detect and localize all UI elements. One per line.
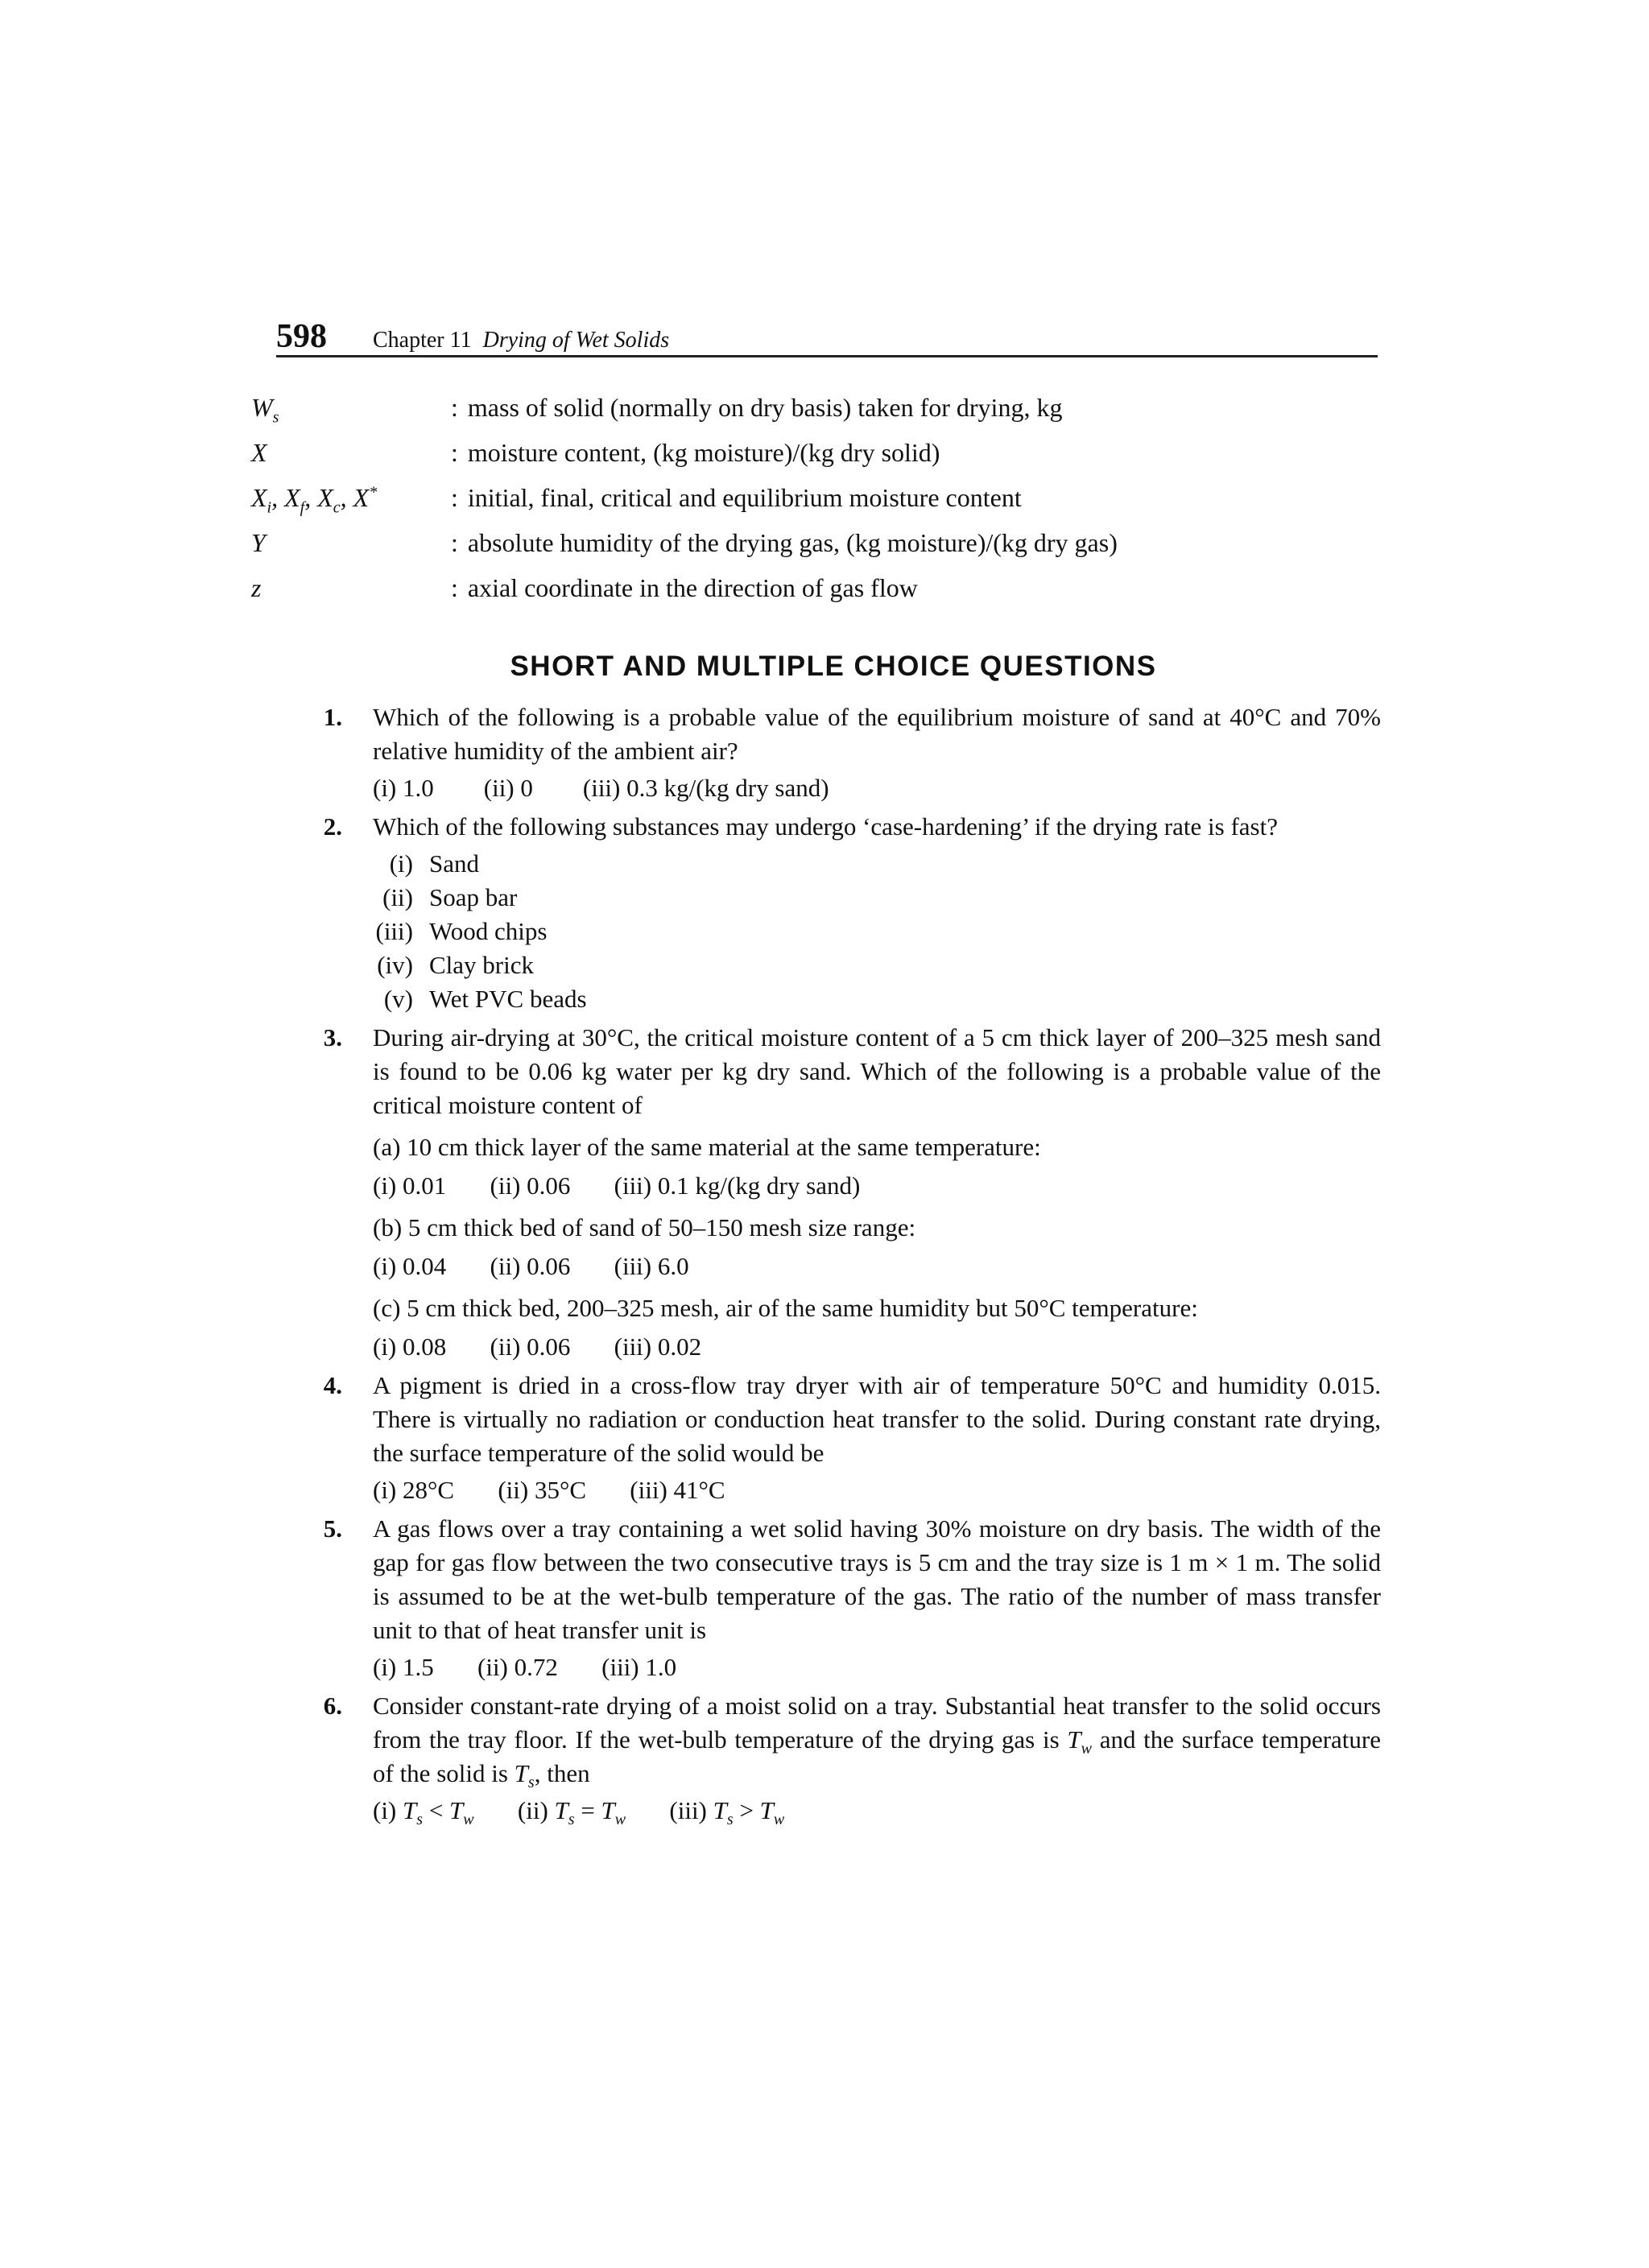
question-2 (318, 810, 1381, 1016)
answer-options: (i) 28°C (ii) 35°C (iii) 41°C (373, 1476, 725, 1504)
option-item (373, 915, 1381, 948)
nomenclature-row (251, 385, 1378, 430)
question-text: A pigment is dried in a cross-flow tray dryer with air of temperature 50°C and humidity 0.015. There is virtually no radiation or conduction heat transfer to the solid. During constant rate drying, the surface temperature of the solid would be (373, 1371, 1381, 1467)
option-text: Wood chips (429, 917, 548, 945)
option-label: (ii) (382, 883, 413, 911)
question-number: 6. (323, 1692, 342, 1720)
option-item (373, 948, 1381, 982)
option-item (373, 847, 1381, 881)
part-text: (a) 10 cm thick layer of the same material at the same temperature: (373, 1133, 1041, 1161)
nomenclature-definition: : moisture content, (kg moisture)/(kg dry solid) (451, 438, 940, 467)
nomenclature-row (251, 430, 1378, 475)
question-6 (318, 1689, 1381, 1828)
question-text: Consider constant-rate drying of a moist solid on a tray. Substantial heat transfer to the solid occurs from the tray floor. If the wet-bulb temperature of the drying gas is $T_w$ and the surface temperature of the solid is $T_s$, then (373, 1692, 1381, 1792)
option-text: Sand (429, 849, 479, 878)
answer-options: (i) 1.0 (ii) 0 (iii) 0.3 kg/(kg dry sand) (373, 774, 829, 802)
nomenclature-symbol: z (251, 573, 262, 602)
question-1 (318, 700, 1381, 805)
question-3 (318, 1021, 1381, 1364)
option-label: (i) (389, 849, 413, 878)
nomenclature-definition: : axial coordinate in the direction of gas flow (451, 573, 918, 602)
option-label: (iii) (375, 917, 413, 945)
answer-options: (i) 0.08 (ii) 0.06 (iii) 0.02 (373, 1332, 702, 1361)
option-text: Soap bar (429, 883, 518, 911)
question-4 (318, 1369, 1381, 1507)
running-header (276, 316, 1378, 357)
nomenclature-definition: : initial, final, critical and equilibrium moisture content (451, 483, 1022, 512)
chapter-number: Chapter 11 (373, 328, 472, 353)
nomenclature-row (251, 565, 1378, 610)
answer-options: (i) 0.01 (ii) 0.06 (iii) 0.1 kg/(kg dry sand) (373, 1171, 861, 1200)
nomenclature-row (251, 520, 1378, 565)
chapter-title: Drying of Wet Solids (482, 328, 670, 353)
nomenclature-symbol: Y (251, 528, 266, 557)
nomenclature-list (251, 385, 1378, 610)
option-item (373, 982, 1381, 1016)
part-text: (c) 5 cm thick bed, 200–325 mesh, air of the same humidity but 50°C temperature: (373, 1294, 1198, 1322)
question-part (373, 1211, 1381, 1283)
question-number: 1. (323, 703, 342, 731)
nomenclature-symbol: $W_s$ (251, 393, 279, 427)
answer-options: (i) 1.5 (ii) 0.72 (iii) 1.0 (373, 1653, 677, 1681)
nomenclature-row (251, 475, 1378, 520)
question-list (318, 700, 1381, 1832)
question-5 (318, 1512, 1381, 1684)
page-number: 598 (276, 318, 327, 355)
nomenclature-definition: : absolute humidity of the drying gas, (kg moisture)/(kg dry gas) (451, 528, 1118, 557)
question-part (373, 1291, 1381, 1364)
option-label: (iv) (377, 951, 413, 979)
option-text: Wet PVC beads (429, 985, 587, 1013)
question-text: A gas flows over a tray containing a wet solid having 30% moisture on dry basis. The width of the gap for gas flow between the two consecutive trays is 5 cm and the tray size is 1 m × 1 m. The solid is assumed to be at the wet-bulb temperature of the gas. The ratio of the number of mass transfer unit to that of heat transfer unit is (373, 1514, 1381, 1644)
nomenclature-definition: : mass of solid (normally on dry basis) taken for drying, kg (451, 393, 1063, 422)
question-number: 5. (323, 1514, 342, 1543)
question-number: 2. (323, 812, 342, 841)
question-text: Which of the following substances may undergo ‘case-hardening’ if the drying rate is fast? (373, 812, 1278, 841)
option-text: Clay brick (429, 951, 534, 979)
question-text: Which of the following is a probable value of the equilibrium moisture of sand at 40°C and 70% relative humidity of the ambient air? (373, 703, 1381, 765)
part-text: (b) 5 cm thick bed of sand of 50–150 mesh size range: (373, 1213, 916, 1241)
option-label: (v) (383, 985, 413, 1013)
answer-options: (i) $T_s < T_w$ (ii) $T_s = T_w$ (iii) $T_s > T_w$ (373, 1796, 785, 1829)
answer-options (373, 847, 1381, 1016)
question-number: 4. (323, 1371, 342, 1399)
chapter-label (373, 328, 669, 353)
question-text: During air-drying at 30°C, the critical moisture content of a 5 cm thick layer of 200–325 mesh sand is found to be 0.06 kg water per kg dry sand. Which of the following is a probable value of the critical moisture content of (373, 1023, 1381, 1119)
nomenclature-symbol: X (251, 438, 267, 467)
question-number: 3. (323, 1023, 342, 1051)
answer-options: (i) 0.04 (ii) 0.06 (iii) 6.0 (373, 1252, 689, 1280)
option-item (373, 881, 1381, 915)
section-title: SHORT AND MULTIPLE CHOICE QUESTIONS (510, 651, 1157, 682)
question-part (373, 1130, 1381, 1203)
nomenclature-symbol: $X_i$, $X_f$, $X_c$, X* (251, 483, 378, 517)
